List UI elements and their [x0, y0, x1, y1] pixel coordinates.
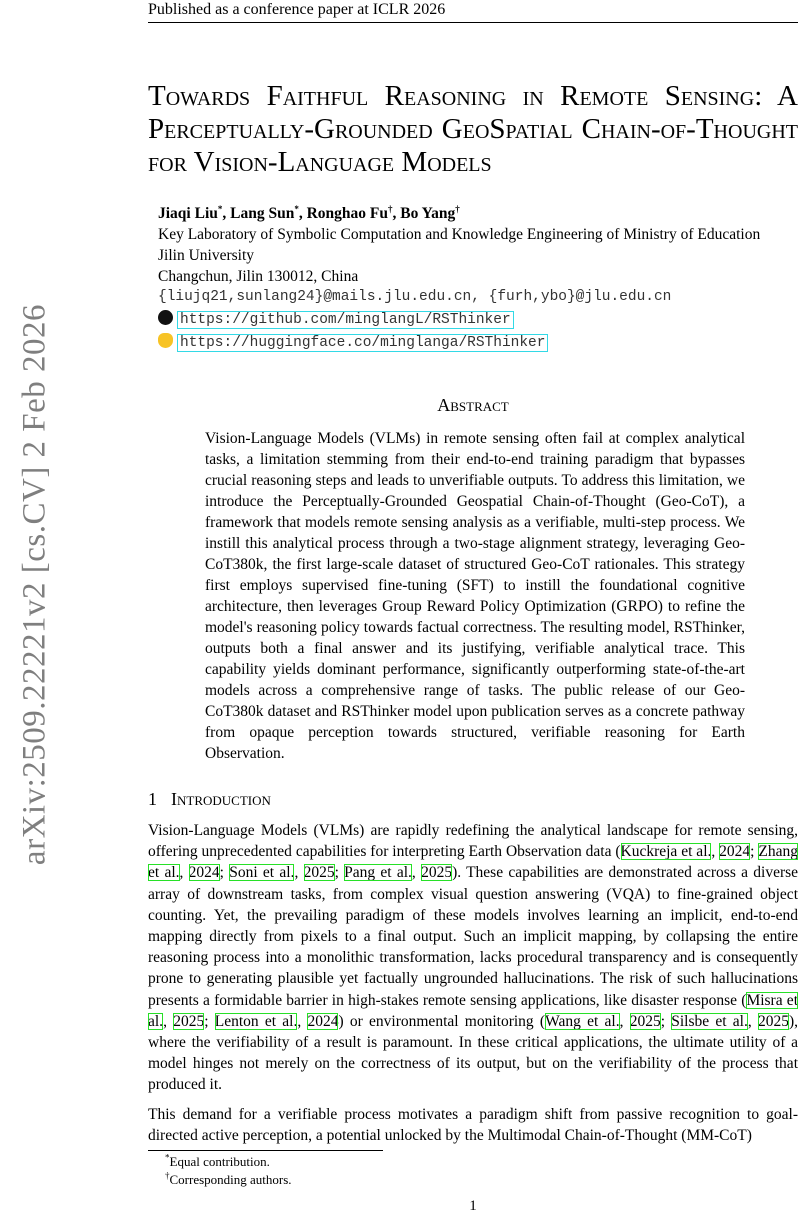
running-header: Published as a conference paper at ICLR 2026: [148, 1, 446, 18]
author: Lang Sun: [230, 205, 295, 222]
affiliation-line: Changchun, Jilin 130012, China: [158, 268, 359, 285]
author: Bo Yang: [400, 205, 456, 222]
section-title: Introduction: [171, 789, 271, 809]
header-rule: [148, 22, 798, 23]
paragraph-text: ;: [219, 864, 230, 882]
huggingface-icon: [158, 333, 173, 348]
paragraph-text: ,: [297, 1012, 308, 1030]
paragraph-text: ;: [750, 843, 759, 861]
footnote-mark: †: [165, 1170, 170, 1181]
citation-link[interactable]: 2025: [173, 1012, 205, 1030]
author-block: [158, 203, 798, 354]
github-link[interactable]: https://github.com/minglangL/RSThinker: [177, 311, 514, 329]
citation-link[interactable]: 2025: [629, 1012, 661, 1030]
author-mark: †: [387, 203, 393, 214]
affiliation-line: Jilin University: [158, 247, 255, 264]
citation-link[interactable]: Wang et al.: [545, 1012, 620, 1030]
section-number: 1: [148, 789, 157, 809]
author-mark: *: [294, 203, 299, 214]
paragraph-text: This demand for a verifiable process motivates a paradigm shift from passive recognition to goal-directed active perception, a potential unlocked by the Multimodal Chain-of-Thought (MM-CoT): [148, 1105, 798, 1144]
paragraph-text: ) or environmental monitoring (: [338, 1012, 546, 1030]
footnote: [165, 1171, 798, 1189]
paragraph-text: ), where the verifiability of a result is paramount. In these critical applications, the ultimate utility of a model hinges not merely on the correctness of its output, but on the verifiability of the process that produced it.: [148, 1012, 798, 1094]
citation-link[interactable]: 2025: [421, 864, 453, 882]
citation-link[interactable]: Lenton et al.: [214, 1012, 298, 1030]
huggingface-link-row: [158, 331, 798, 354]
paragraph-text: ;: [204, 1012, 215, 1030]
footnotes: [165, 1151, 798, 1189]
paragraph: [148, 820, 798, 1096]
paper-title: Towards Faithful Reasoning in Remote Sensing: A Perceptually-Grounded GeoSpatial Chain-of-Thought for Vision-Language Models: [148, 80, 798, 178]
paragraph-text: ,: [619, 1012, 630, 1030]
citation-link[interactable]: 2024: [188, 864, 220, 882]
paragraph-text: ,: [711, 843, 720, 861]
citation-link[interactable]: 2025: [758, 1012, 789, 1030]
paragraph-text: ,: [747, 1012, 758, 1030]
section-heading: [148, 788, 798, 810]
paragraph-text: ,: [411, 864, 422, 882]
citation-link[interactable]: Pang et al.: [344, 864, 412, 882]
paragraph-text: ,: [163, 1012, 174, 1030]
author: Ronghao Fu: [306, 205, 388, 222]
footnote-mark: *: [165, 1152, 170, 1163]
page-number: 1: [469, 1198, 477, 1215]
github-link-row: [158, 308, 798, 331]
abstract-heading: Abstract: [437, 395, 509, 415]
paragraph-text: ). These capabilities are demonstrated across a diverse array of downstream tasks, from complex visual question answering (VQA) to fine-grained object counting. Yet, the prevailing paradigm of these models involves learning an implicit, end-to-end mapping directly from pixels to a final output. Such an implicit mapping, by collapsing the entire reasoning process into a monolithic transformation, lacks procedural transparency and is consequently prone to generating plausible yet factually ungrounded hallucinations. The risk of such hallucinations presents a formidable barrier in high-stakes remote sensing applications, like disaster response (: [148, 864, 798, 1009]
arxiv-stamp: arXiv:2509.22221v2 [cs.CV] 2 Feb 2026: [16, 303, 53, 866]
author-list: Jiaqi Liu*, Lang Sun*, Ronghao Fu†, Bo Yang†: [158, 203, 460, 222]
footnote: [165, 1153, 798, 1171]
emails: {liujq21,sunlang24}@mails.jlu.edu.cn, {furh,ybo}@jlu.edu.cn: [158, 289, 672, 305]
paragraph-text: Vision-Language Models (VLMs) are rapidly redefining the analytical landscape for remote sensing, offering unprecedented capabilities for interpreting Earth Observation data (: [148, 822, 798, 861]
author-mark: *: [217, 203, 223, 214]
huggingface-link[interactable]: https://huggingface.co/minglanga/RSThinker: [177, 334, 548, 352]
paragraph-text: ;: [334, 864, 345, 882]
citation-link[interactable]: 2024: [719, 843, 751, 861]
abstract-text: Vision-Language Models (VLMs) in remote sensing often fail at complex analytical tasks, a limitation stemming from their end-to-end training paradigm that bypasses crucial reasoning steps and leads to unverifiable outputs. To address this limitation, we introduce the Perceptually-Grounded Geospatial Chain-of-Thought (Geo-CoT), a framework that models remote sensing analysis as a verifiable, multi-step process. We instill this analytical process through a two-stage alignment strategy, leveraging Geo-CoT380k, the first large-scale dataset of structured Geo-CoT rationales. This strategy first employs supervised fine-tuning (SFT) to instill the foundational cognitive architecture, then leverages Group Reward Policy Optimization (GRPO) to refine the model's reasoning policy towards factual correctness. The resulting model, RSThinker, outputs both a final answer and its justifying, verifiable analytical trace. This capability yields dominant performance, significantly outperforming state-of-the-art models across a comprehensive range of tasks. The public release of our Geo-CoT380k dataset and RSThinker model upon publication serves as a concrete pathway from opaque perception towards structured, verifiable reasoning for Earth Observation.: [205, 430, 745, 762]
page-column: [148, 80, 798, 1215]
citation-link[interactable]: 2025: [303, 864, 335, 882]
affiliation-line: Key Laboratory of Symbolic Computation and Knowledge Engineering of Ministry of Education: [158, 226, 761, 243]
author-mark: †: [455, 203, 460, 214]
citation-link[interactable]: 2024: [307, 1012, 339, 1030]
footnote-text: Equal contribution.: [169, 1154, 270, 1170]
paragraph-text: ,: [294, 864, 304, 882]
author: Jiaqi Liu: [158, 205, 218, 222]
paragraph: [148, 1104, 798, 1146]
github-icon: [158, 310, 173, 325]
citation-link[interactable]: Kuckreja et al.: [620, 843, 712, 861]
citation-link[interactable]: Silsbe et al.: [671, 1012, 748, 1030]
citation-link[interactable]: Misra et al.: [148, 991, 798, 1030]
paragraph-text: ,: [179, 864, 189, 882]
citation-link[interactable]: Soni et al.: [229, 864, 295, 882]
footnote-text: Corresponding authors.: [169, 1172, 292, 1188]
citation-link[interactable]: Zhang et al.: [148, 843, 798, 882]
paragraph-text: ;: [660, 1012, 672, 1030]
